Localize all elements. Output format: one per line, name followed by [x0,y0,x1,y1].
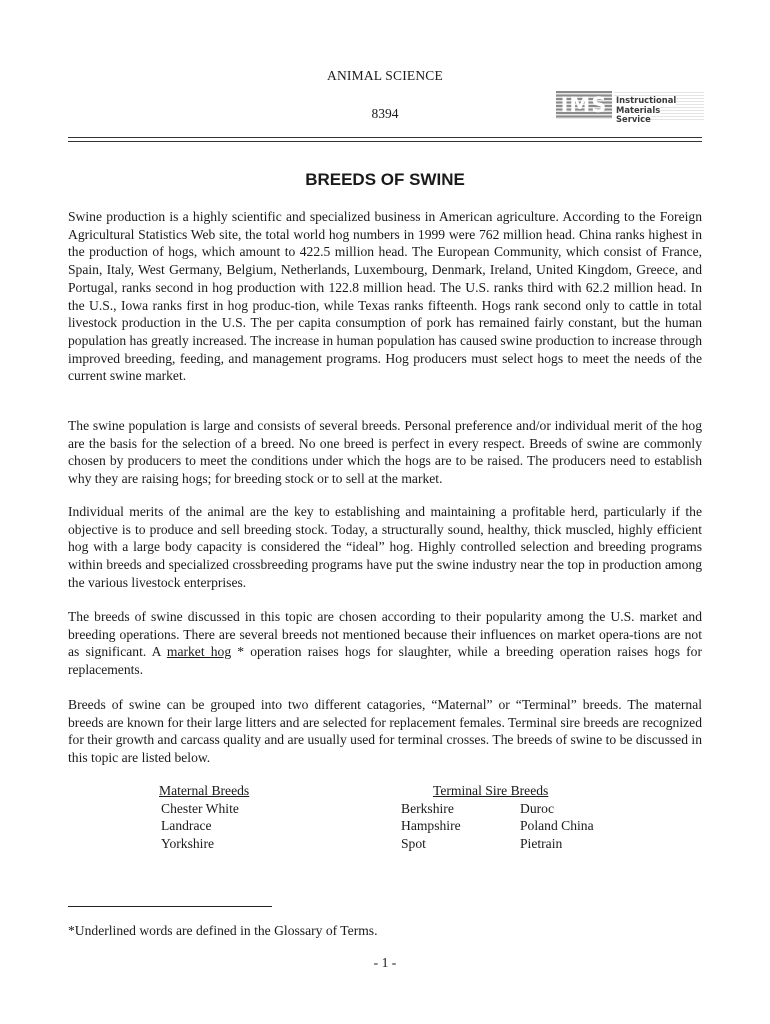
ims-logo-text [614,90,704,125]
terminal-breed-item: Spot [401,835,426,851]
paragraph-2: The swine population is large and consists of several breeds. Personal preference and/or individual merit of the hog are the basis for the selection of a breed. No one breed is perfect in every respect. Breeds of swine are commonly chosen by producers to meet the conditions under which the hogs are to be raised. The producers need to establish why they are raising hogs; for breeding stock or to sell at the market. [68,418,702,487]
ims-logo-line-1: Instructional [616,95,677,105]
terminal-breed-item: Berkshire [401,800,454,816]
header-document-number: 8394 [371,106,399,121]
maternal-breed-item: Chester White [161,800,239,816]
paragraph-3: Individual merits of the animal are the key to establishing and maintaining a profitable herd, particularly if the objective is to produce and sell breeding stock. Today, a structurally sound, healthy, thick muscled, highly efficient hog with a large body capacity is considered the “ideal” hog. Highly controlled selection and breeding programs within breeds and specialized crossbreeding programs have put the swine industry near the top in production among the various livestock enterprises. [68,504,702,590]
terminal-breeds-column-1 [401,800,461,853]
maternal-breeds-column [159,782,249,852]
footnote-divider [68,906,272,907]
ims-logo-letters: IMS [560,93,608,117]
ims-logo-line-3: Service [616,114,651,125]
ims-logo-line-2: Materials [616,104,661,115]
paragraph-4-text-start: The breeds of swine discussed in this topic are chosen according to their popularity among the U.S. market and breeding operations. There are several breeds not mentioned because their influences on market opera-tions are not as significant. A [68,609,702,660]
terminal-breed-item: Poland China [520,818,594,834]
ims-logo [556,90,704,125]
page-title: BREEDS OF SWINE [305,170,465,189]
terminal-breed-item: Duroc [520,800,554,816]
paragraph-4 [68,608,702,679]
page-number: - 1 - [373,955,397,970]
maternal-breed-item: Landrace [161,818,212,834]
footnote: *Underlined words are defined in the Glossary of Terms. [68,923,378,938]
terminal-breed-item: Hampshire [401,818,461,834]
paragraph-1: Swine production is a highly scientific and specialized business in American agriculture. According to the Foreign Agricultural Statistics Web site, the total world hog numbers in 1999 were 762 million head. China ranks highest in the production of hogs, which amount to 422.5 million head. The European Community, which consist of France, Spain, Italy, West Germany, Belgium, Netherlands, Luxembourg, Denmark, Ireland, United Kingdom, Greece, and Portugal, ranks second in hog production with 122.8 million head. The U.S. ranks third with 62.2 million head. In the U.S., Iowa ranks first in hog produc-tion, while Texas ranks fifteenth. Hogs rank second only to cattle in total livestock production in the U.S. The per capita consumption of pork has remained fairly constant, but the human population has greatly increased. The increase in human population has caused swine production to increase through improved breeding, feeding, and management programs. Hog producers must select hogs to meet the needs of the current swine market. [68,209,702,384]
paragraph-4-text-end: * operation raises hogs for slaughter, while a breeding operation raises hogs for replacements. [68,644,702,678]
header-divider-top [68,137,702,138]
terminal-breed-item: Pietrain [520,835,563,851]
header-subject: ANIMAL SCIENCE [327,68,443,83]
paragraph-5: Breeds of swine can be grouped into two different catagories, “Maternal” or “Terminal” breeds. The maternal breeds are known for their large litters and are selected for replacement females. Terminal sire breeds are recognized for their growth and carcass quality and are usually used for terminal crosses. The breeds of swine to be discussed in this topic are listed below. [68,697,702,766]
maternal-breed-item: Yorkshire [161,835,215,851]
terminal-breeds-heading-wrap [433,782,548,800]
glossary-term-market-hog[interactable]: market hog [166,644,232,660]
terminal-breeds-column-2 [520,800,594,853]
terminal-sire-breeds-heading: Terminal Sire Breeds [433,783,549,798]
maternal-breeds-heading: Maternal Breeds [159,783,250,798]
header-divider-bottom [68,141,702,142]
